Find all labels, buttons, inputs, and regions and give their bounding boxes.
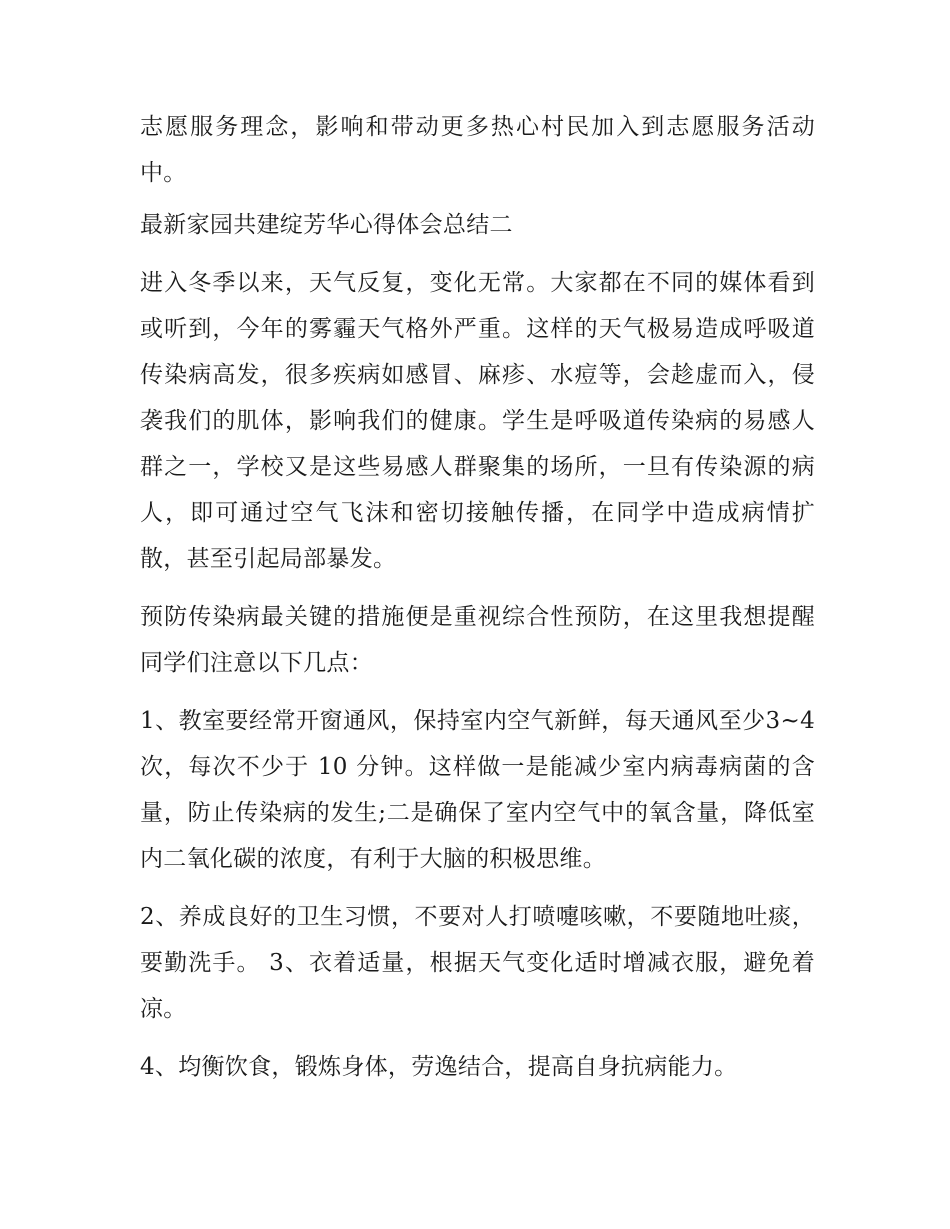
list-item-4: 4、均衡饮食，锻炼身体，劳逸结合，提高自身抗病能力。 [140, 1054, 738, 1080]
paragraph-prevention: 预防传染病最关键的措施便是重视综合性预防，在这里我想提醒同学们注意以下几点： [140, 604, 815, 676]
list-item-1: 1、教室要经常开窗通风，保持室内空气新鲜，每天通风至少3~4 次，每次不少于 10 分钟。这样做一是能减少室内病毒病菌的含量，防止传染病的发生;二是确保了室内空气中的氧含量，降低室内二氧化碳的浓度，有利于大脑的积极思维。 [140, 708, 815, 872]
paragraph-intro: 进入冬季以来，天气反复，变化无常。大家都在不同的媒体看到或听到，今年的雾霾天气格外严重。这样的天气极易造成呼吸道传染病高发，很多疾病如感冒、麻疹、水痘等，会趁虚而入，侵袭我们的肌体，影响我们的健康。学生是呼吸道传染病的易感人群之一，学校又是这些易感人群聚集的场所，一旦有传染源的病人，即可通过空气飞沫和密切接触传播，在同学中造成病情扩散，甚至引起局部暴发。 [140, 270, 815, 572]
paragraph-continuation: 志愿服务理念，影响和带动更多热心村民加入到志愿服务活动中。 [140, 114, 815, 186]
document-body [140, 104, 815, 1102]
list-item-2-3: 2、养成良好的卫生习惯，不要对人打喷嚏咳嗽，不要随地吐痰，要勤洗手。 3、衣着适量，根据天气变化适时增减衣服，避免着凉。 [140, 904, 815, 1022]
section-heading: 最新家园共建绽芳华心得体会总结二 [140, 212, 513, 238]
